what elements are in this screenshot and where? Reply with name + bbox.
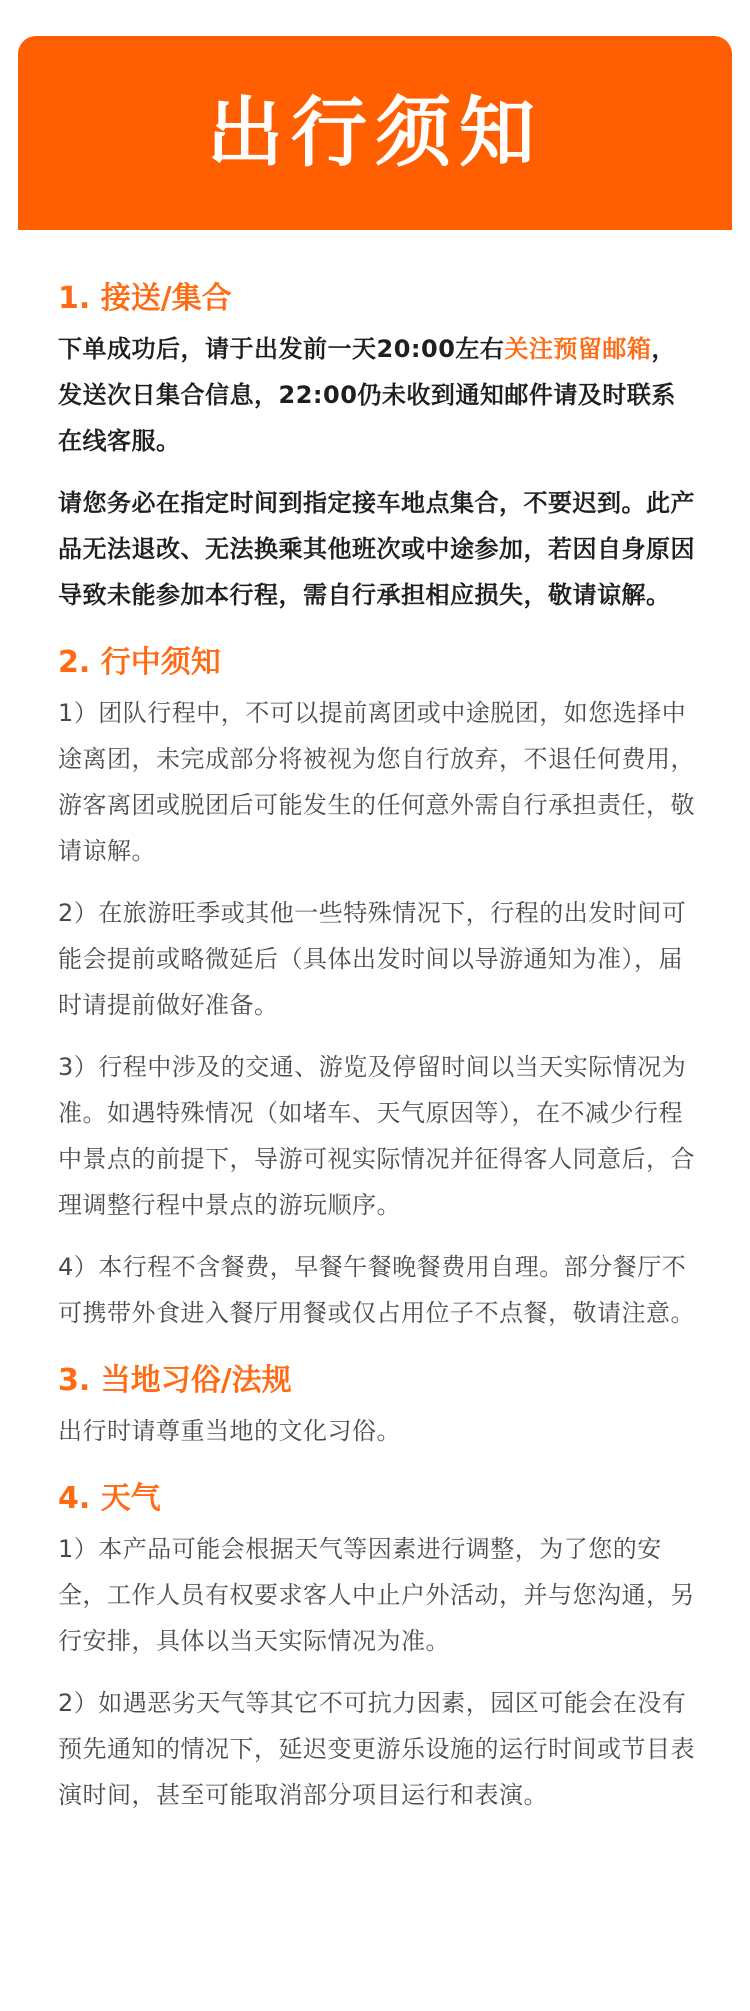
header-banner — [18, 36, 732, 230]
list-item: 2）如遇恶劣天气等其它不可抗力因素，园区可能会在没有预先通知的情况下，延迟变更游乐设施的运行时间或节目表演时间，甚至可能取消部分项目运行和表演。 — [58, 1689, 695, 1809]
section-title: 2. 行中须知 — [58, 645, 221, 680]
notice-content — [58, 278, 698, 1818]
paragraph: 请您务必在指定时间到指定接车地点集合，不要迟到。此产品无法退改、无法换乘其他班次或中途参加，若因自身原因导致未能参加本行程，需自行承担相应损失，敬请谅解。 — [58, 489, 695, 609]
list-item: 1）本产品可能会根据天气等因素进行调整，为了您的安全，工作人员有权要求客人中止户外活动，并与您沟通，另行安排，具体以当天实际情况为准。 — [58, 1535, 695, 1655]
highlight-text: 关注预留邮箱 — [504, 335, 652, 363]
text: 下单成功后，请于出发前一天20:00左右 — [58, 335, 505, 363]
section-during-trip — [58, 642, 698, 1336]
list-item: 3）行程中涉及的交通、游览及停留时间以当天实际情况为准。如遇特殊情况（如堵车、天气原因等），在不减少行程中景点的前提下，导游可视实际情况并征得客人同意后，合理调整行程中景点的游玩顺序。 — [58, 1053, 695, 1219]
paragraph — [58, 326, 698, 464]
list-item: 4）本行程不含餐费，早餐午餐晚餐费用自理。部分餐厅不可携带外食进入餐厅用餐或仅占用位子不点餐，敬请注意。 — [58, 1253, 695, 1327]
section-weather — [58, 1478, 698, 1818]
section-title: 1. 接送/集合 — [58, 281, 232, 316]
section-pickup — [58, 278, 698, 618]
section-title: 3. 当地习俗/法规 — [58, 1363, 292, 1398]
page-title: 出行须知 — [207, 88, 543, 177]
list-item: 2）在旅游旺季或其他一些特殊情况下，行程的出发时间可能会提前或略微延后（具体出发时间以导游通知为准），届时请提前做好准备。 — [58, 899, 687, 1019]
list-item: 出行时请尊重当地的文化习俗。 — [58, 1417, 401, 1445]
section-title: 4. 天气 — [58, 1481, 161, 1516]
text: ，发送次日集合信息，22:00仍未收到通知邮件请及时联系在线客服。 — [58, 335, 676, 455]
section-local-customs — [58, 1360, 698, 1454]
list-item: 1）团队行程中，不可以提前离团或中途脱团，如您选择中途离团，未完成部分将被视为您自行放弃，不退任何费用，游客离团或脱团后可能发生的任何意外需自行承担责任，敬请谅解。 — [58, 699, 695, 865]
